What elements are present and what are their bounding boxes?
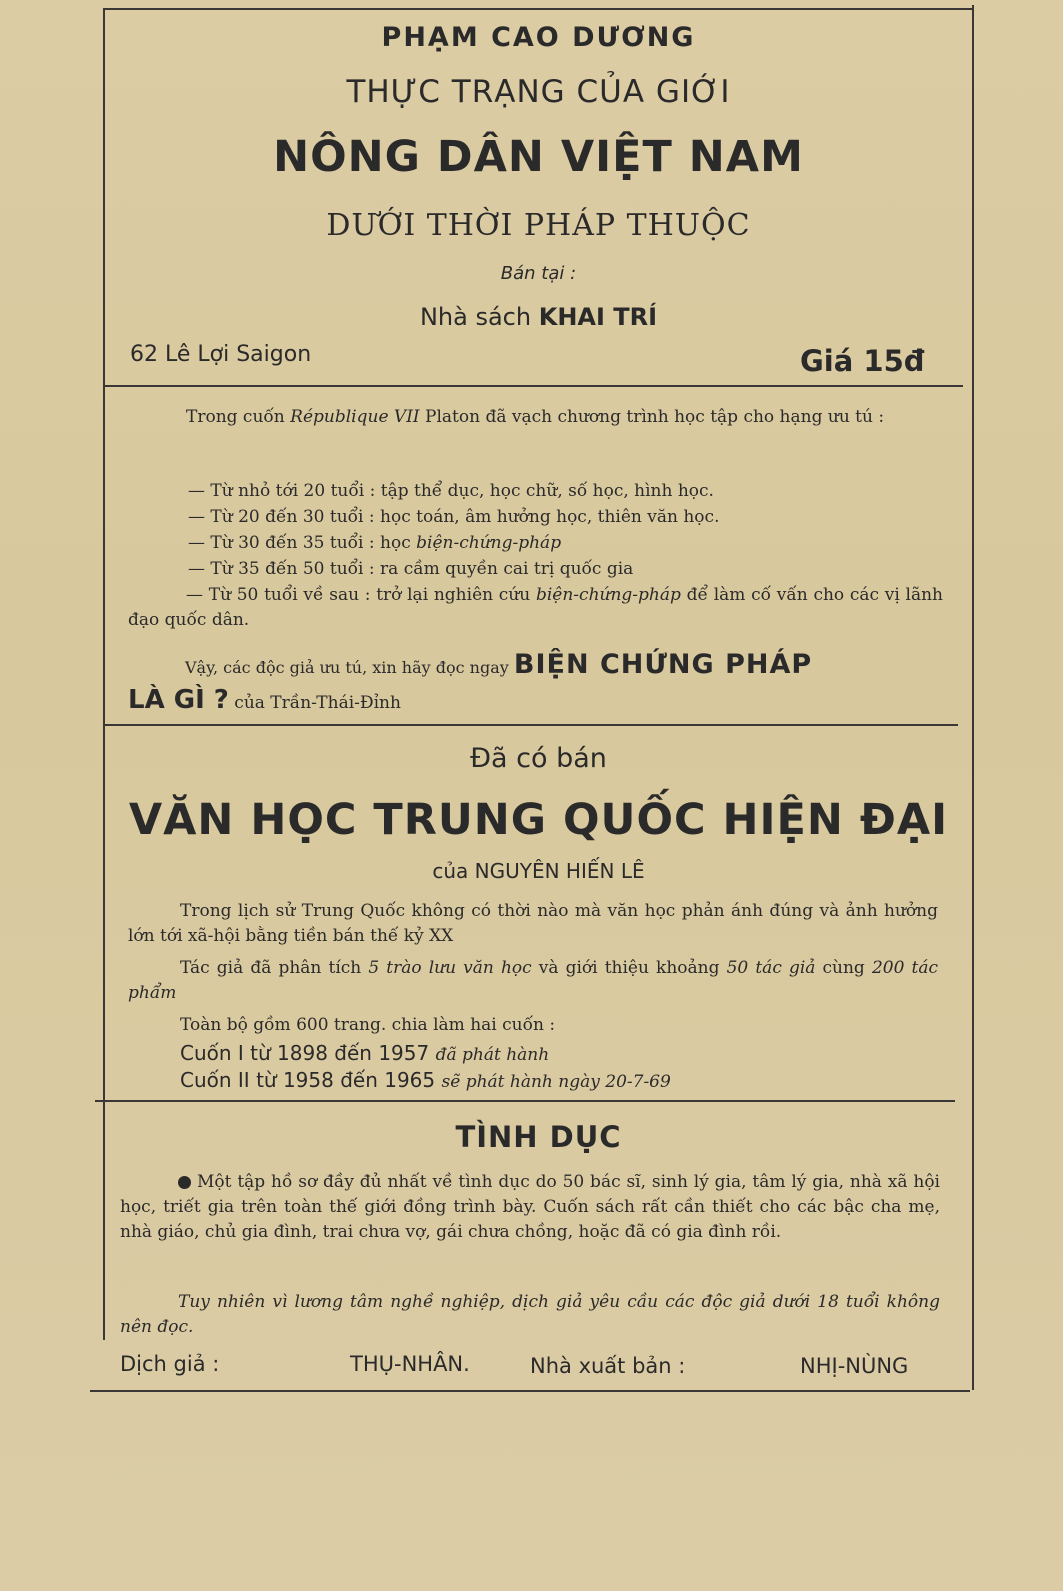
bookstore-name: KHAI TRÍ xyxy=(538,303,658,331)
ad2-item-3: — Từ 30 đến 35 tuổi : học biện-chứng-pháp xyxy=(188,533,562,553)
ad2-book-title: République VII xyxy=(290,407,420,427)
ad2-item-5: — Từ 50 tuổi về sau : trở lại nghiên cứu biện-chứng-pháp để làm cố vấn cho các vị lãnh đạo quốc dân. xyxy=(128,585,944,630)
ad2-item-4: — Từ 35 đến 50 tuổi : ra cầm quyền cai trị quốc gia xyxy=(188,559,634,579)
ad2-cta-line2 xyxy=(128,685,401,715)
ad3-para3: Toàn bộ gồm 600 trang. chia làm hai cuốn : xyxy=(180,1015,556,1035)
ad4-translator: THỤ-NHÂN. xyxy=(350,1352,470,1376)
ad3-para1: Trong lịch sử Trung Quốc không có thời nào mà văn học phản ánh đúng và ảnh hưởng lớn tới xã-hội bằng tiền bán thế kỷ XX xyxy=(128,901,938,946)
ad4-title: TÌNH DỤC xyxy=(455,1120,622,1154)
ad2-intro: Trong cuốn République VII Platon đã vạch chương trình học tập cho hạng ưu tú : xyxy=(186,407,885,427)
ad3-vol2: Cuốn II từ 1958 đến 1965 sẽ phát hành ngày 20-7-69 xyxy=(180,1068,671,1092)
frame-right-border xyxy=(972,5,974,1390)
ad4-translator-label: Dịch giả : xyxy=(120,1352,220,1376)
ad3-vol1: Cuốn I từ 1898 đến 1957 đã phát hành xyxy=(180,1041,550,1065)
ad2-item-2: — Từ 20 đến 30 tuổi : học toán, âm hưởng học, thiên văn học. xyxy=(188,507,720,527)
ad4-publisher-label: Nhà xuất bản : xyxy=(530,1354,686,1378)
divider-bottom xyxy=(90,1390,970,1392)
frame-top-border xyxy=(103,8,973,10)
ad1-title-line2: NÔNG DÂN VIỆT NAM xyxy=(273,132,804,182)
ad4-para1: Một tập hồ sơ đầy đủ nhất về tình dục do 50 bác sĩ, sinh lý gia, tâm lý gia, nhà xã hội học, triết gia trên toàn thế giới đồng trình bày. Cuốn sách rất cần thiết cho các bậc cha mẹ, nhà giáo, chủ gia đình, trai chưa vợ, gái chưa chồng, hoặc đã có gia đình rồi. xyxy=(120,1172,940,1242)
divider-1 xyxy=(103,385,963,387)
ad2-item-1: — Từ nhỏ tới 20 tuổi : tập thể dục, học chữ, số học, hình học. xyxy=(188,481,714,501)
ad4-publisher: NHỊ-NÙNG xyxy=(800,1354,909,1378)
bookstore-prefix: Nhà sách xyxy=(419,303,532,331)
ad2-cta-author: của Trần-Thái-Đỉnh xyxy=(234,693,401,713)
ad3-author: của NGUYÊN HIẾN LÊ xyxy=(432,859,645,883)
bullet-icon xyxy=(178,1176,191,1189)
ad1-sold-at: Bán tại : xyxy=(500,263,577,284)
ad1-price: Giá 15đ xyxy=(800,344,925,378)
ad1-bookstore xyxy=(105,303,972,331)
ad3-title: VĂN HỌC TRUNG QUỐC HIỆN ĐẠI xyxy=(128,795,949,845)
ad3-para2: Tác giả đã phân tích 5 trào lưu văn học và giới thiệu khoảng 50 tác giả cùng 200 tác phẩm xyxy=(128,958,938,1003)
ad2-cta-line: Vậy, các độc giả ưu tú, xin hãy đọc ngay BIỆN CHỨNG PHÁP xyxy=(185,649,813,680)
ad1-address: 62 Lê Lợi Saigon xyxy=(130,342,312,367)
divider-2 xyxy=(103,724,958,726)
ad2-cta-title2: LÀ GÌ ? xyxy=(128,685,229,715)
ad1-title-line1: THỰC TRẠNG CỦA GIỚI xyxy=(346,74,731,110)
ad4-para2: Tuy nhiên vì lương tâm nghề nghiệp, dịch giả yêu cầu các độc giả dưới 18 tuổi không nên đọc. xyxy=(120,1292,940,1337)
divider-3 xyxy=(95,1100,955,1102)
ad1-title-line3: DƯỚI THỜI PHÁP THUỘC xyxy=(326,208,751,243)
ad3-status: Đã có bán xyxy=(470,743,607,774)
ad2-cta-title: BIỆN CHỨNG PHÁP xyxy=(513,649,813,680)
ad1-author: PHẠM CAO DƯƠNG xyxy=(381,22,696,53)
